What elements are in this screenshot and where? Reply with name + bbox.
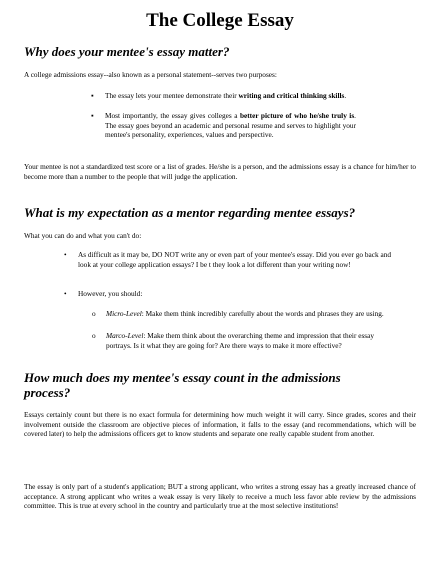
bullet-text: Most importantly, the essay gives colleges a [105,111,240,120]
section3-paragraph-2: The essay is only part of a student's application; BUT a strong applicant, who writes a strong essay has a greatly increased chance of acceptance. A strong applicant who writes a weak essay is very likely to receive a much less favor able review by the admissions committee. This is true at every school in the country and particularly true at the most selective institutions! [24,482,416,511]
bullet-bold-text: writing and critical thinking skills [238,91,345,100]
section-heading-essay-count-line1: How much does my mentee's essay count in the admissions [24,370,341,385]
section3-paragraph-1: Essays certainly count but there is no exact formula for determining how much weight it will carry. Since grades, scores and their involvement outside the classroom are objective pieces of information, it falls to the essay (and recommendations, which will be covered later) to help the admissions officers get to know students and separate one really capable student from another. [24,410,416,439]
section1-paragraph: Your mentee is not a standardized test score or a list of grades. He/she is a person, and the admissions essay is a chance for him/her to become more than a number to the people that will judge the application. [24,162,416,181]
section1-intro: A college admissions essay--also known as a personal statement--serves two purposes: [24,70,277,79]
section2-sub-micro-level [106,309,396,319]
bullet-text-end: . [344,91,347,100]
bullet-text-end: . The essay goes beyond an academic and personal resume and serves to highlight your mentee's personality, experiences, values and perspective. [105,111,356,140]
round-bullet-icon: • [64,289,67,298]
section-heading-essay-count-line2: process? [24,385,71,400]
section1-bullet-picture [105,111,356,140]
section1-bullet-writing-skills [105,91,356,101]
section2-bullet-do-not-write: As difficult as it may be, DO NOT write any or even part of your mentee's essay. Did you ever go back and look at your college application essays? I be t they look a lot different than your writing now! [78,250,392,269]
bullet-text: The essay lets your mentee demonstrate their [105,91,239,100]
bullet-bold-text: better picture of who he/she truly is [239,111,355,120]
section-heading-why-essay-matters: Why does your mentee's essay matter? [24,44,230,59]
circle-bullet-icon: o [92,331,96,340]
sub-bullet-text: : Make them think incredibly carefully about the words and phrases they are using. [141,309,384,318]
sub-bullet-label: Marco-Level [106,331,144,340]
square-bullet-icon: ▪ [91,91,94,100]
sub-bullet-label: Micro-Level [106,309,142,318]
section-heading-mentor-expectation: What is my expectation as a mentor regarding mentee essays? [24,205,356,220]
sub-bullet-text: : Make them think about the overarching theme and impression that their essay portrays. Is it what they are going for? Are there ways to make it more effective? [106,331,375,350]
round-bullet-icon: • [64,250,67,259]
section2-bullet-you-should: However, you should: [78,289,143,298]
page-title: The College Essay [146,10,294,31]
section2-sub-macro-level [106,331,396,350]
section2-intro: What you can do and what you can't do: [24,231,142,240]
square-bullet-icon: ▪ [91,111,94,120]
circle-bullet-icon: o [92,309,96,318]
